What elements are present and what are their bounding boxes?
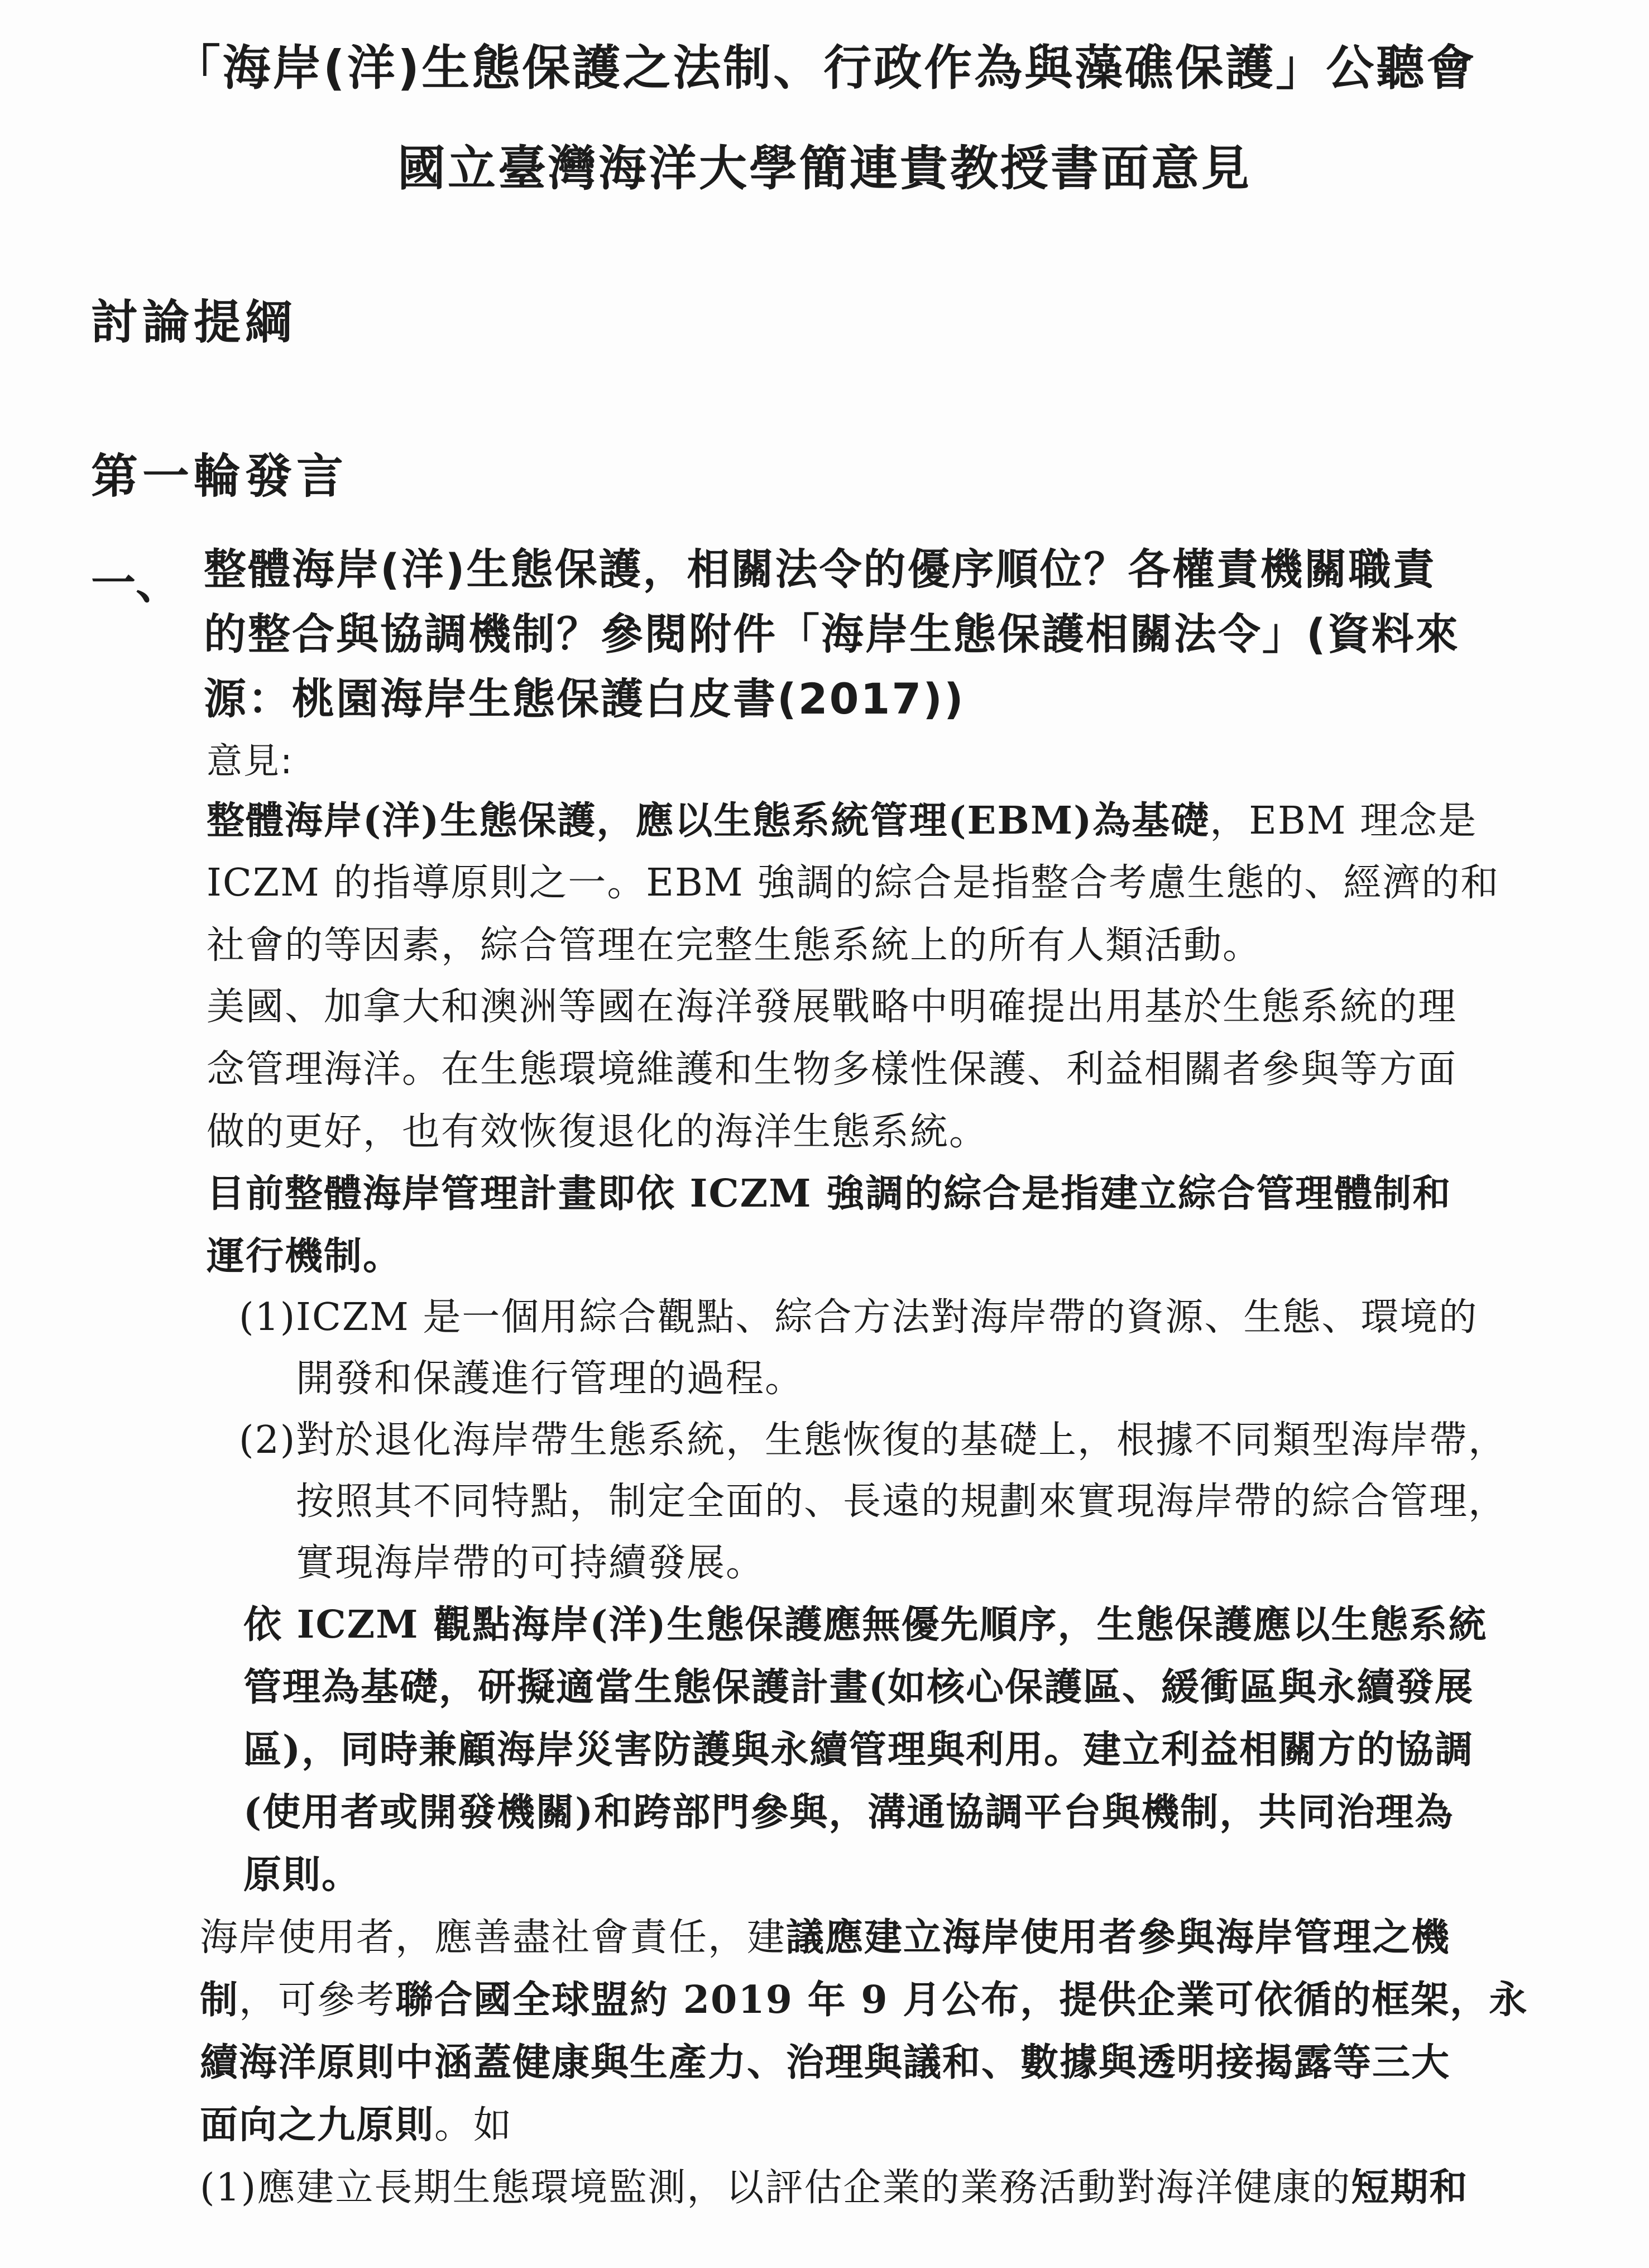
list-item-line: 實現海岸帶的可持續發展。 — [296, 1541, 765, 1585]
paragraph-5-plain: 。如 — [434, 2103, 513, 2147]
round-heading: 第一輪發言 — [91, 449, 348, 504]
list-item-line: 開發和保護進行管理的過程。 — [296, 1357, 804, 1401]
paragraph-2-line: 念管理海洋。在生態環境維護和生物多樣性保護、利益相關者參與等方面 — [207, 1047, 1458, 1092]
paragraph-1-line-3: 社會的等因素，綜合管理在完整生態系統上的所有人類活動。 — [207, 924, 1262, 968]
list-item-marker: (2) — [239, 1418, 296, 1462]
list-item-bold: 短期和 — [1351, 2165, 1469, 2210]
list-item-plain: 應建立長期生態環境監測，以評估企業的業務活動對海洋健康的 — [257, 2166, 1351, 2210]
paragraph-1-line-2: ICZM 的指導原則之一。EBM 強調的綜合是指整合考慮生態的、經濟的和 — [207, 861, 1500, 905]
paragraph-5-line-2 — [200, 1978, 1528, 2022]
paragraph-1-line-1 — [207, 798, 1478, 843]
paragraph-4-line: 區)，同時兼顧海岸災害防護與永續管理與利用。建立利益相關方的協調 — [243, 1728, 1474, 1772]
question-line: 源：桃園海岸生態保護白皮書(2017)) — [204, 674, 965, 724]
paragraph-5-line-4 — [200, 2103, 513, 2147]
paragraph-5-bold: 聯合國全球盟約 2019 年 9 月公布，提供企業可依循的框架，永 — [395, 1978, 1528, 2022]
paragraph-5-plain: 海岸使用者，應善盡社會責任，建 — [200, 1916, 787, 1960]
paragraph-3-line: 目前整體海岸管理計畫即依 ICZM 強調的綜合是指建立綜合管理體制和 — [207, 1171, 1452, 1216]
list-item-line: ICZM 是一個用綜合觀點、綜合方法對海岸帶的資源、生態、環境的 — [296, 1295, 1478, 1339]
paragraph-5-bold: 面向之九原則 — [200, 2103, 435, 2147]
paragraph-4-line: 管理為基礎，研擬適當生態保護計畫(如核心保護區、緩衝區與永續發展 — [243, 1665, 1474, 1710]
list-item-marker: (1) — [200, 2166, 257, 2210]
document-title: 「海岸(洋)生態保護之法制、行政作為與藻礁保護」公聽會 — [172, 40, 1477, 96]
opinion-label: 意見: — [207, 741, 294, 782]
paragraph-2-line: 美國、加拿大和澳洲等國在海洋發展戰略中明確提出用基於生態系統的理 — [207, 985, 1458, 1029]
list-2-item-1 — [200, 2165, 1469, 2210]
paragraph-1-rest: ，EBM 理念是 — [1210, 799, 1478, 843]
paragraph-1-bold: 整體海岸(洋)生態保護，應以生態系統管理(EBM)為基礎 — [207, 798, 1210, 843]
paragraph-4-line: (使用者或開發機關)和跨部門參與，溝通協調平台與機制，共同治理為 — [243, 1790, 1454, 1835]
paragraph-4-line: 依 ICZM 觀點海岸(洋)生態保護應無優先順序，生態保護應以生態系統 — [243, 1602, 1488, 1647]
list-item-line: 對於退化海岸帶生態系統，生態恢復的基礎上，根據不同類型海岸帶， — [296, 1418, 1508, 1462]
paragraph-5-bold: 議應建立海岸使用者參與海岸管理之機 — [786, 1915, 1451, 1960]
paragraph-5-bold: 制 — [200, 1978, 239, 2022]
question-line: 的整合與協調機制？參閱附件「海岸生態保護相關法令」(資料來 — [204, 609, 1460, 659]
question-line: 整體海岸(洋)生態保護，相關法令的優序順位？各權責機關職責 — [204, 544, 1437, 594]
paragraph-5-line-3: 續海洋原則中涵蓋健康與生產力、治理與議和、數據與透明接揭露等三大 — [200, 2040, 1451, 2085]
paragraph-2-line: 做的更好，也有效恢復退化的海洋生態系統。 — [207, 1110, 989, 1154]
paragraph-5-line-1 — [200, 1915, 1451, 1960]
paragraph-4-line: 原則。 — [243, 1853, 361, 1897]
list-item-line: 按照其不同特點，制定全面的、長遠的規劃來實現海岸帶的綜合管理， — [296, 1480, 1508, 1524]
document-subtitle: 國立臺灣海洋大學簡連貴教授書面意見 — [397, 141, 1252, 197]
list-item-marker: (1) — [239, 1295, 296, 1339]
question-number: 一、 — [91, 557, 180, 609]
paragraph-5-plain: ，可參考 — [239, 1978, 396, 2022]
paragraph-3-line: 運行機制。 — [207, 1234, 402, 1279]
outline-heading: 討論提綱 — [91, 295, 297, 350]
